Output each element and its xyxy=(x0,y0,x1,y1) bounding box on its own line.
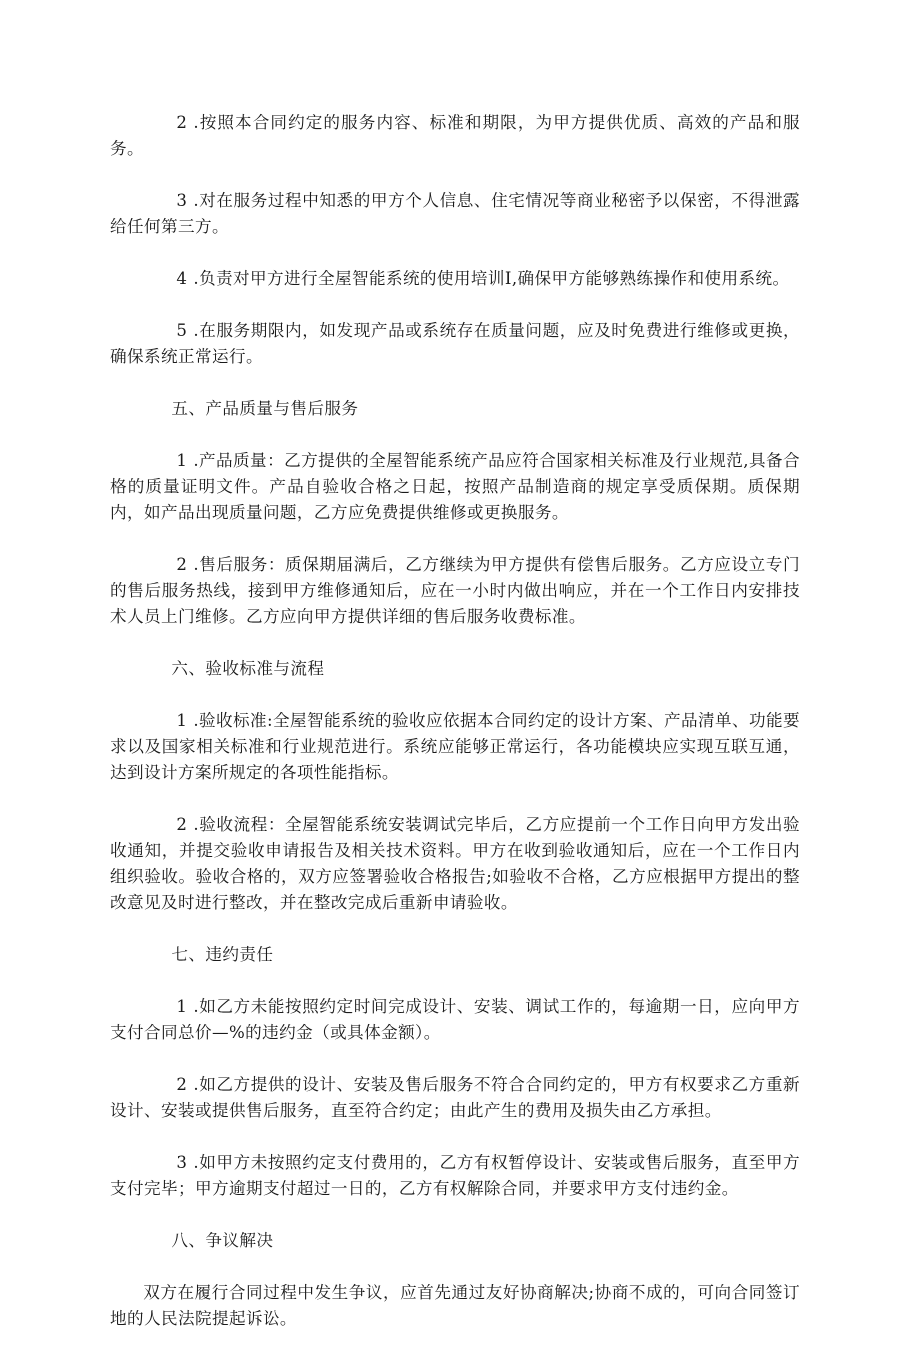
clause-text: 双方在履行合同过程中发生争议，应首先通过友好协商解决;协商不成的，可向合同签订地的人民法院提起诉讼。 xyxy=(110,1283,800,1328)
clause-text: .在服务期限内，如发现产品或系统存在质量问题，应及时免费进行维修或更换，确保系统正常运行。 xyxy=(110,321,800,366)
clause-4-4 xyxy=(110,266,800,292)
document-page xyxy=(110,110,800,1358)
clause-7-3 xyxy=(110,1150,800,1202)
clause-7-2 xyxy=(110,1072,800,1124)
clause-text: .对在服务过程中知悉的甲方个人信息、住宅情况等商业秘密予以保密，不得泄露给任何第三方。 xyxy=(110,191,800,236)
clause-text: .验收标准:全屋智能系统的验收应依据本合同约定的设计方案、产品清单、功能要求以及国家相关标准和行业规范进行。系统应能够正常运行，各功能模块应实现互联互通，达到设计方案所规定的各项性能指标。 xyxy=(110,711,800,782)
section-heading-acceptance: 六、验收标准与流程 xyxy=(171,659,325,678)
clause-4-5 xyxy=(110,318,800,370)
clause-8-body xyxy=(110,1280,800,1332)
clause-number: 1 xyxy=(176,451,188,470)
clause-4-2 xyxy=(110,110,800,162)
clause-5-1 xyxy=(110,448,800,526)
section-heading-liability: 七、违约责任 xyxy=(171,945,274,964)
clause-text: .按照本合同约定的服务内容、标准和期限，为甲方提供优质、高效的产品和服务。 xyxy=(110,113,800,158)
clause-number: 1 xyxy=(176,711,188,730)
clause-number: 1 xyxy=(176,997,188,1016)
clause-6-1 xyxy=(110,708,800,786)
clause-number: 2 xyxy=(176,815,188,834)
section-heading-dispute: 八、争议解决 xyxy=(171,1231,274,1250)
clause-text: .如乙方提供的设计、安装及售后服务不符合合同约定的，甲方有权要求乙方重新设计、安装或提供售后服务，直至符合约定；由此产生的费用及损失由乙方承担。 xyxy=(110,1075,800,1120)
clause-text: .如乙方未能按照约定时间完成设计、安装、调试工作的，每逾期一日，应向甲方支付合同总价—%的违约金（或具体金额）。 xyxy=(110,997,800,1042)
clause-text: .产品质量：乙方提供的全屋智能系统产品应符合国家相关标准及行业规范,具备合格的质量证明文件。产品自验收合格之日起，按照产品制造商的规定享受质保期。质保期内，如产品出现质量问题，乙方应免费提供维修或更换服务。 xyxy=(110,451,800,522)
clause-7-1 xyxy=(110,994,800,1046)
clause-4-3 xyxy=(110,188,800,240)
clause-5-2 xyxy=(110,552,800,630)
clause-text: .如甲方未按照约定支付费用的，乙方有权暂停设计、安装或售后服务，直至甲方支付完毕；甲方逾期支付超过一日的，乙方有权解除合同，并要求甲方支付违约金。 xyxy=(110,1153,800,1198)
clause-number: 4 xyxy=(176,269,188,288)
clause-number: 2 xyxy=(176,113,188,132)
clause-number: 5 xyxy=(176,321,188,340)
clause-text: .负责对甲方进行全屋智能系统的使用培训I,确保甲方能够熟练操作和使用系统。 xyxy=(193,269,790,288)
clause-text: .验收流程：全屋智能系统安装调试完毕后，乙方应提前一个工作日向甲方发出验收通知，并提交验收申请报告及相关技术资料。甲方在收到验收通知后，应在一个工作日内组织验收。验收合格的，双方应签署验收合格报告;如验收不合格，乙方应根据甲方提出的整改意见及时进行整改，并在整改完成后重新申请验收。 xyxy=(110,815,800,912)
clause-number: 3 xyxy=(176,191,188,210)
clause-number: 2 xyxy=(176,1075,188,1094)
clause-text: .售后服务：质保期届满后，乙方继续为甲方提供有偿售后服务。乙方应设立专门的售后服务热线，接到甲方维修通知后，应在一小时内做出响应，并在一个工作日内安排技术人员上门维修。乙方应向甲方提供详细的售后服务收费标准。 xyxy=(110,555,800,626)
clause-number: 3 xyxy=(176,1153,188,1172)
clause-number: 2 xyxy=(176,555,188,574)
section-heading-quality-service: 五、产品质量与售后服务 xyxy=(171,399,359,418)
clause-6-2 xyxy=(110,812,800,916)
